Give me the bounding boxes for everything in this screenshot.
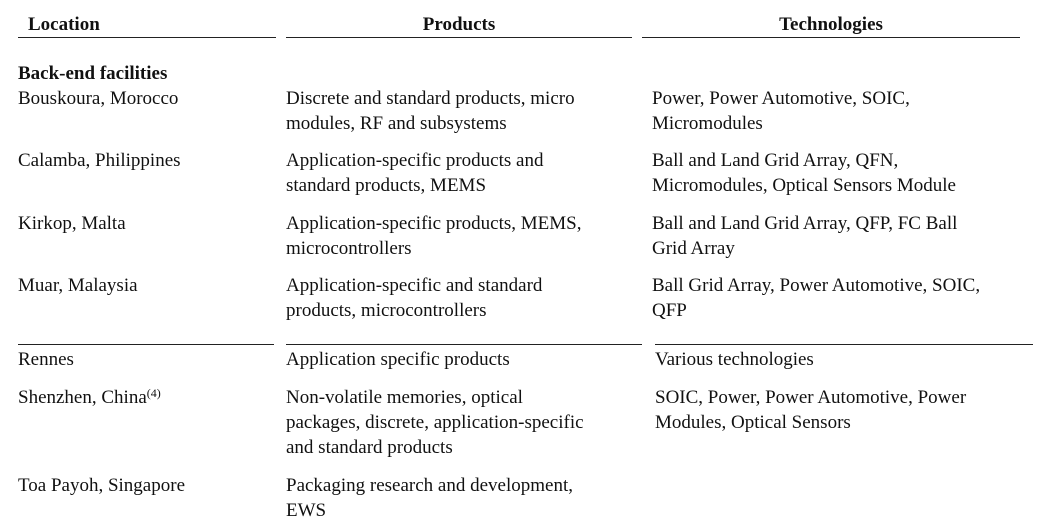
row-location: Muar, Malaysia [18,275,138,296]
row-products: Application-specific and standard products, microcontrollers [286,275,543,321]
row-location: Kirkop, Malta [18,213,126,234]
row-technologies: Various technologies [655,349,814,370]
separator-rule-technologies [655,344,1033,345]
header-technologies: Technologies [779,14,883,35]
header-products: Products [422,14,496,35]
header-rule-technologies [642,37,1020,38]
row-technologies: Ball and Land Grid Array, QFP, FC Ball Grid Array [652,213,958,259]
row-technologies: Ball Grid Array, Power Automotive, SOIC, QFP [652,275,981,321]
row-location: Bouskoura, Morocco [18,88,179,109]
row-location: Rennes [18,349,74,370]
row-location: Calamba, Philippines [18,150,181,171]
header-rule-products [286,37,632,38]
row-products: Packaging research and development, EWS [286,475,573,521]
row-products: Discrete and standard products, micro modules, RF and subsystems [286,88,575,134]
separator-rule-products [286,344,642,345]
row-technologies: SOIC, Power, Power Automotive, Power Modules, Optical Sensors [655,387,967,433]
row-location: Shenzhen, China [18,387,147,408]
row-location-cell [18,385,278,410]
row-products: Application-specific products, MEMS, microcontrollers [286,213,582,259]
row-technologies: Ball and Land Grid Array, QFN, Micromodules, Optical Sensors Module [652,150,956,196]
separator-rule-location [18,344,274,345]
row-products: Application specific products [286,349,510,370]
header-location: Location [28,14,100,35]
row-products: Non-volatile memories, optical packages, discrete, application-specific and standard products [286,387,584,458]
row-technologies: Power, Power Automotive, SOIC, Micromodules [652,88,910,134]
header-rule-location [18,37,276,38]
row-location: Toa Payoh, Singapore [18,475,186,496]
footnote-marker: (4) [146,386,161,400]
section-title: Back-end facilities [18,63,168,84]
row-products: Application-specific products and standard products, MEMS [286,150,544,196]
